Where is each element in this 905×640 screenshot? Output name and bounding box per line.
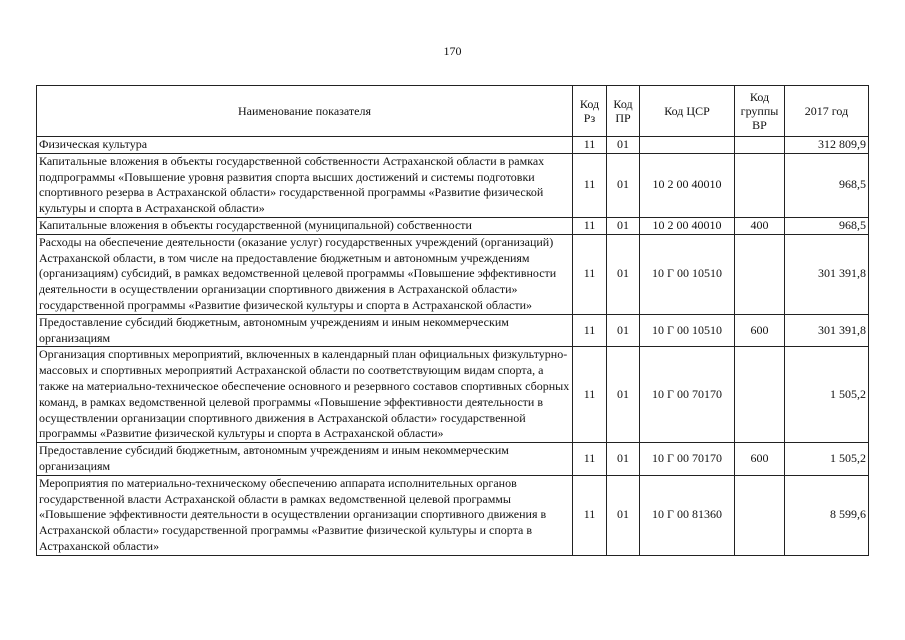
row-name: Предоставление субсидий бюджетным, автономным учреждениям и иным некоммерческим организациям (37, 314, 573, 347)
row-amount: 312 809,9 (785, 137, 869, 154)
row-amount: 968,5 (785, 217, 869, 234)
row-pr: 01 (607, 153, 640, 217)
table-row (37, 475, 869, 555)
row-pr: 01 (607, 443, 640, 476)
table-row (37, 153, 869, 217)
header-vr-line3: ВР (752, 118, 767, 132)
row-rz: 11 (573, 314, 607, 347)
row-name: Капитальные вложения в объекты государственной (муниципальной) собственности (37, 217, 573, 234)
row-vr: 600 (735, 443, 785, 476)
row-pr: 01 (607, 234, 640, 314)
header-rz-line1: Код (579, 97, 600, 111)
row-amount: 301 391,8 (785, 234, 869, 314)
row-vr (735, 347, 785, 443)
header-vr (735, 86, 785, 137)
table-row (37, 137, 869, 154)
row-vr: 600 (735, 314, 785, 347)
budget-table (36, 85, 869, 556)
row-name: Расходы на обеспечение деятельности (оказание услуг) государственных учреждений (организаций) Астраханской области, в том числе на предоставление бюджетным и автономным учреждениям (организациям) субсидий, в рамках ведомственной целевой программы «Повышение эффективности деятельности в осуществлении организации спортивного движения в Астраханской области» государственной программы «Развитие физической культуры и спорта в Астраханской области» (37, 234, 573, 314)
row-vr (735, 153, 785, 217)
row-amount: 1 505,2 (785, 347, 869, 443)
row-pr: 01 (607, 475, 640, 555)
table-row (37, 234, 869, 314)
row-csr: 10 Г 00 10510 (640, 234, 735, 314)
header-rz (573, 86, 607, 137)
header-name: Наименование показателя (37, 86, 573, 137)
row-pr: 01 (607, 137, 640, 154)
row-name: Организация спортивных мероприятий, включенных в календарный план официальных физкультурно-массовых и спортивных мероприятий Астраханской области по соответствующим видам спорта, а также на материально-техническое обеспечение основного и резервного составов спортивных сборных команд, в рамках ведомственной целевой программы «Повышение эффективности деятельности в осуществлении организации спортивного движения в Астраханской области» государственной программы «Развитие физической культуры и спорта в Астраханской области» (37, 347, 573, 443)
row-pr: 01 (607, 314, 640, 347)
table-row (37, 217, 869, 234)
row-vr (735, 234, 785, 314)
row-csr: 10 Г 00 10510 (640, 314, 735, 347)
row-csr (640, 137, 735, 154)
page-number: 170 (443, 44, 462, 58)
table-row (37, 443, 869, 476)
row-rz: 11 (573, 443, 607, 476)
row-rz: 11 (573, 347, 607, 443)
row-csr: 10 2 00 40010 (640, 217, 735, 234)
row-rz: 11 (573, 217, 607, 234)
row-name: Мероприятия по материально-техническому обеспечению аппарата исполнительных органов государственной власти Астраханской области в рамках ведомственной целевой программы «Повышение эффективности деятельности в осуществлении организации спортивного движения в Астраханской области» государственной программы «Развитие физической культуры и спорта в Астраханской области» (37, 475, 573, 555)
row-pr: 01 (607, 347, 640, 443)
row-amount: 8 599,6 (785, 475, 869, 555)
header-rz-line2: Рз (583, 111, 596, 125)
row-vr (735, 137, 785, 154)
header-pr (607, 86, 640, 137)
row-rz: 11 (573, 153, 607, 217)
row-name: Предоставление субсидий бюджетным, автономным учреждениям и иным некоммерческим организациям (37, 443, 573, 476)
row-amount: 301 391,8 (785, 314, 869, 347)
row-csr: 10 Г 00 70170 (640, 347, 735, 443)
header-vr-line1: Код (749, 90, 770, 104)
row-pr: 01 (607, 217, 640, 234)
row-amount: 1 505,2 (785, 443, 869, 476)
table-row (37, 314, 869, 347)
row-rz: 11 (573, 234, 607, 314)
table-row (37, 347, 869, 443)
header-vr-line2: группы (740, 104, 779, 118)
row-csr: 10 Г 00 70170 (640, 443, 735, 476)
row-vr: 400 (735, 217, 785, 234)
row-rz: 11 (573, 137, 607, 154)
row-csr: 10 Г 00 81360 (640, 475, 735, 555)
header-csr: Код ЦСР (640, 86, 735, 137)
header-pr-line1: Код (613, 97, 633, 111)
row-vr (735, 475, 785, 555)
row-rz: 11 (573, 475, 607, 555)
table-header-row (37, 86, 869, 137)
header-pr-line2: ПР (615, 111, 631, 125)
row-name: Физическая культура (37, 137, 573, 154)
row-name: Капитальные вложения в объекты государственной собственности Астраханской области в рамках подпрограммы «Повышение уровня развития спорта высших достижений и системы подготовки спортивного резерва в Астраханской области» государственной программы «Развитие физической культуры и спорта в Астраханской области» (37, 153, 573, 217)
row-amount: 968,5 (785, 153, 869, 217)
header-year: 2017 год (785, 86, 869, 137)
row-csr: 10 2 00 40010 (640, 153, 735, 217)
